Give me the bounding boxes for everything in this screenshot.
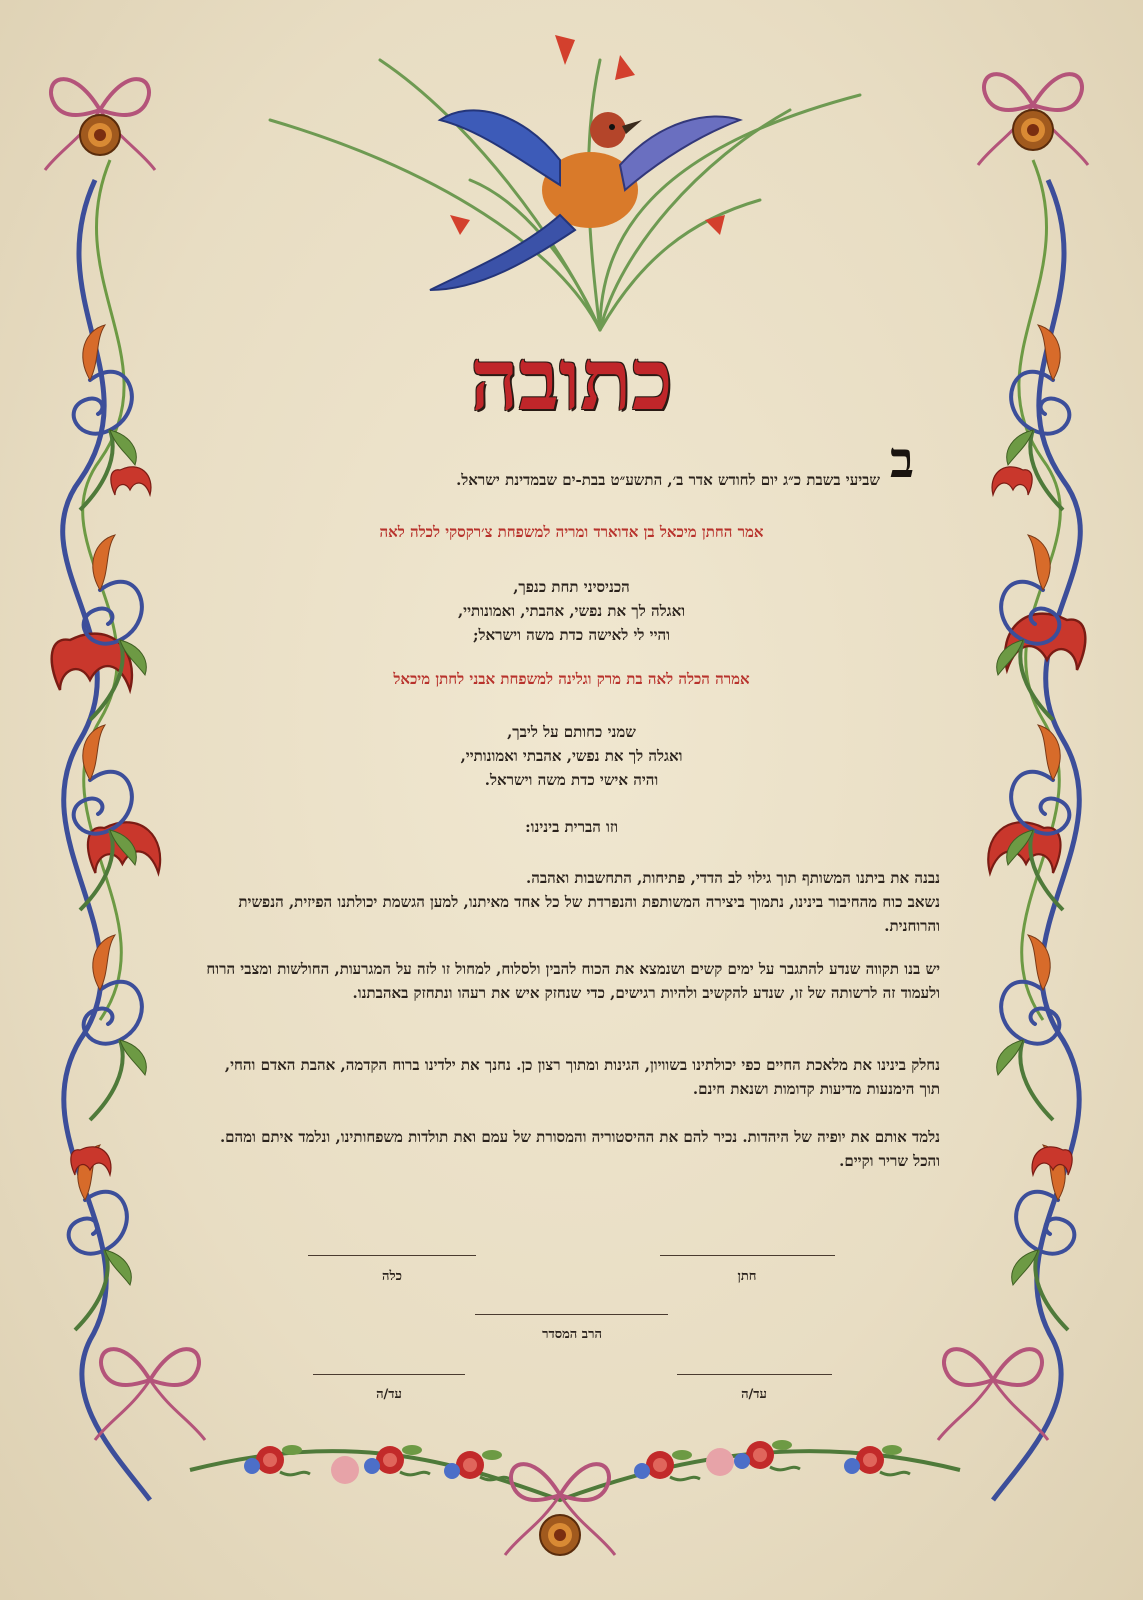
witness-signature-label: עד/ה [741, 1387, 767, 1402]
groom-vow-line: והיי לי לאישה כדת משה וישראל; [473, 626, 670, 644]
bride-signature-line[interactable] [308, 1255, 476, 1256]
covenant-paragraph: נבנה את ביתנו המשותף תוך גילוי לב הדדי, פתיחות, התחשבות ואהבה. נשאב כוח מהחיבור בינינו, נתמוך ביצירה המשותפת והנפרדת של כל אחד מאיתנו, למען הגשמת יכולתנו הפיזית, הנפשית והרוחנית. [238, 869, 940, 935]
groom-vow-line: הכניסיני תחת כנפך, [513, 578, 630, 596]
covenant-paragraph: נחלק בינינו את מלאכת החיים כפי יכולתינו בשוויון, הגינות ומתוך רצון כן. נחנך את ילדינו ברוח הקדמה, אהבת האדם והחי, תוך הימנעות מדיעות קדומות ושנאת חינם. [224, 1056, 940, 1098]
covenant-paragraph: נלמד אותם את יופיה של היהדות. נכיר להם את ההיסטוריה והמסורת של עמם ואת תולדות משפחותינו, ונלמד איתם ומהם. והכל שריר וקיים. [219, 1128, 940, 1170]
bird-illustration [270, 35, 860, 330]
rabbi-signature-line[interactable] [475, 1314, 668, 1315]
groom-heading: אמר החתן מיכאל בן אדוארד ומריה למשפחת צ׳רקסקי לכלה לאה [379, 523, 764, 541]
witness-signature-label: עד/ה [376, 1387, 402, 1402]
bottom-floral-garland [190, 1440, 960, 1555]
rabbi-signature-label: הרב המסדר [542, 1327, 602, 1342]
bride-vow-line: שמני כחותם על ליבך, [507, 723, 636, 741]
groom-signature-line[interactable] [660, 1255, 835, 1256]
bride-vow-line: והיה אישי כדת משה וישראל. [484, 771, 659, 789]
date-line: שביעי בשבת כ״ג יום לחודש אדר ב׳, התשע״ט בבת-ים שבמדינת ישראל. [456, 471, 880, 489]
document-title: כתובה [470, 330, 673, 429]
witness-signature-line[interactable] [313, 1374, 465, 1375]
groom-vow-line: ואגלה לך את נפשי, אהבתי, ואמונותיי, [457, 602, 686, 620]
dropcap-letter: ב [890, 430, 915, 489]
witness-signature-line[interactable] [677, 1374, 832, 1375]
groom-signature-label: חתן [737, 1269, 757, 1284]
covenant-heading: וזו הברית בינינו: [525, 818, 618, 836]
bride-signature-label: כלה [382, 1269, 402, 1284]
bride-vow-line: ואגלה לך את נפשי, אהבתי ואמונותיי, [460, 747, 683, 765]
bride-heading: אמרה הכלה לאה בת מרק וגלינה למשפחת אבני לחתן מיכאל [393, 670, 750, 688]
covenant-paragraph: יש בנו תקווה שנדע להתגבר על ימים קשים ושנמצא את הכוח להבין ולסלוח, למחול זו לזה על המגרעות, החולשות ומצבי הרוח ולעמוד זה לרשותה של זו, שנדע להקשיב ולהיות רגישים, כדי שנחזק איש את רעהו ונתחזק באהבתנו. [206, 960, 940, 1002]
